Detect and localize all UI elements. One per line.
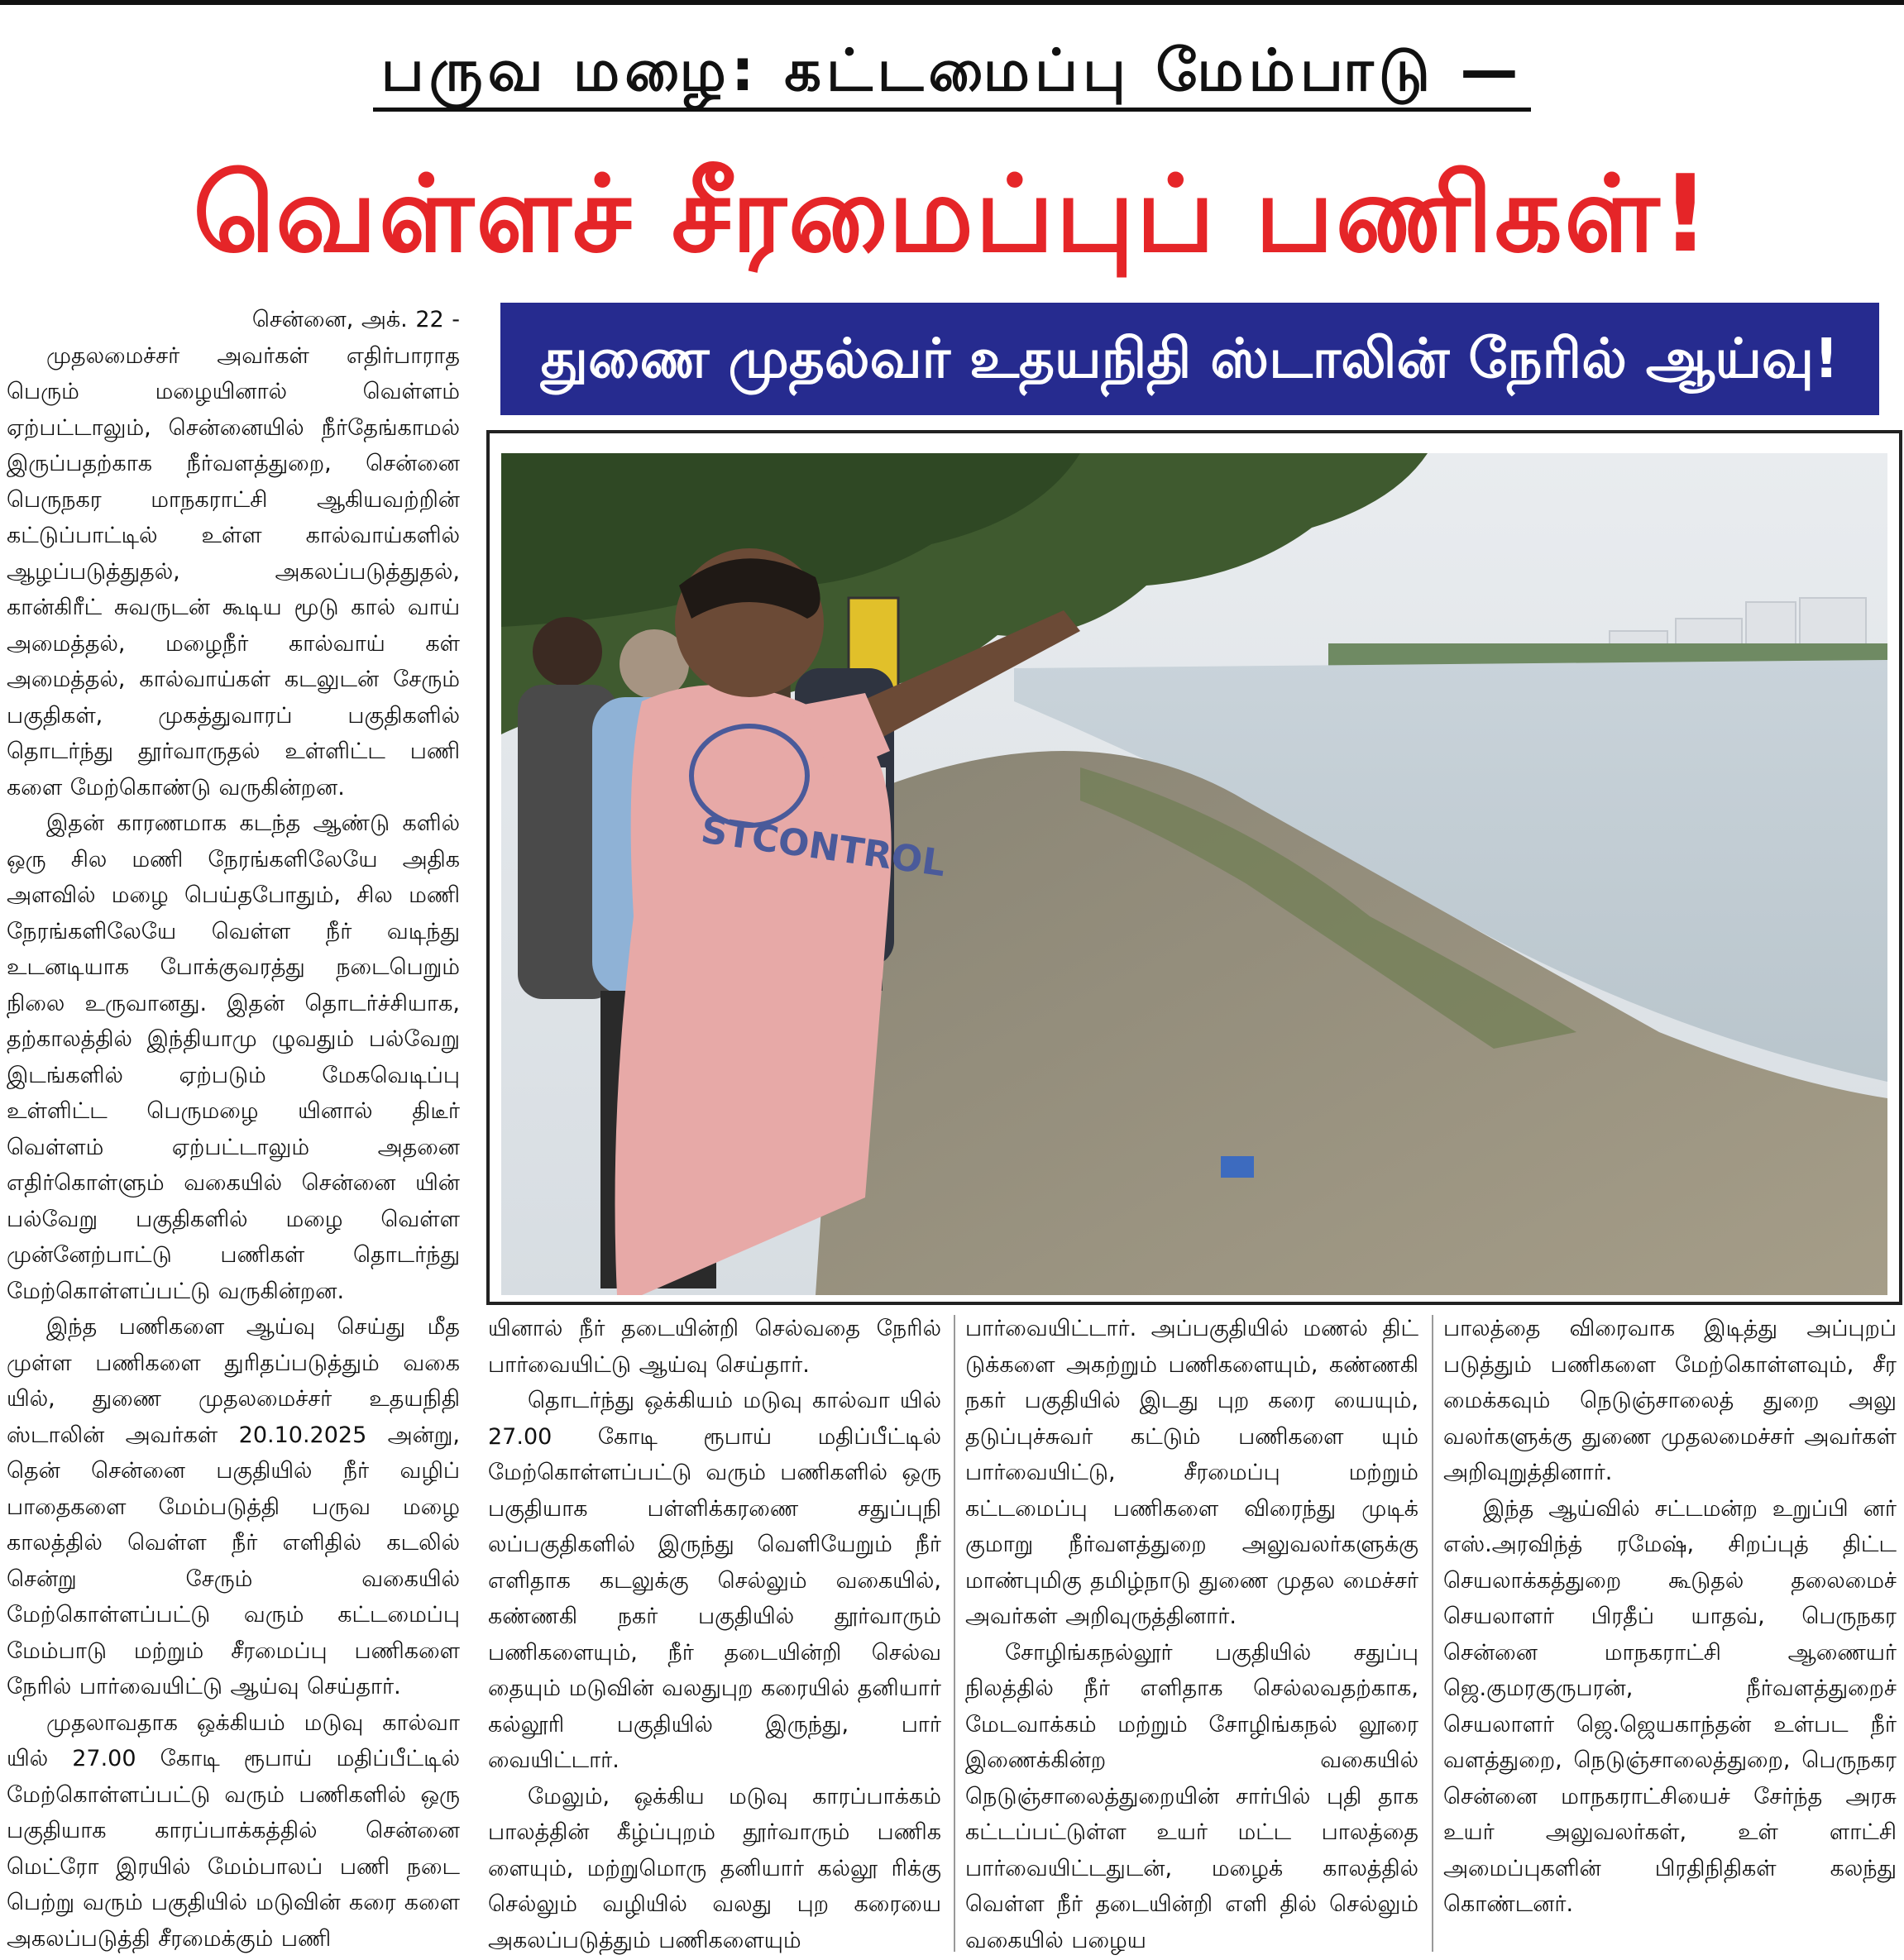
- news-photo: [501, 453, 1887, 1295]
- paragraph: இதன் காரணமாக கடந்த ஆண்டு களில் ஒரு சில மணி நேரங்களிலேயே அதிக அளவில் மழை பெய்தபோதும், சில மணி நேரங்களிலேயே வெள்ள நீர் வடிந்து உடனடியாக போக்குவரத்து நடைபெறும் நிலை உருவானது. இதன் தொடர்ச்சியாக, தற்காலத்தில் இந்தியாமு ழுவதும் பல்வேறு இடங்களில் ஏற்படும் மேகவெடிப்பு உள்ளிட்ட பெருமழை யினால் திடீர் வெள்ளம் ஏற்பட்டாலும் அதனை எதிர்கொள்ளும் வகையில் சென்னை யின் பல்வேறு பகுதிகளில் மழை வெள்ள முன்னேற்பாட்டு பணிகள் தொடர்ந்து மேற்கொள்ளப்பட்டு வருகின்றன.: [7, 810, 460, 1304]
- article-column-4: [1443, 1311, 1897, 1923]
- paragraph: முதலாவதாக ஒக்கியம் மடுவு கால்வா யில் 27.00 கோடி ரூபாய் மதிப்பீட்டில் மேற்கொள்ளப்பட்டு வரும் பணிகளில் ஒரு பகுதியாக காரப்பாக்கத்தில் சென்னை மெட்ரோ இரயில் மேம்பாலப் பணி நடை பெற்று வரும் பகுதியில் மடுவின் கரை களை அகலப்படுத்தி சீரமைக்கும் பணி: [7, 1709, 460, 1952]
- paragraph: இந்த ஆய்வில் சட்டமன்ற உறுப்பி னர் எஸ்.அரவிந்த் ரமேஷ், சிறப்புத் திட்ட செயலாக்கத்துறை கூடுதல் தலைமைச் செயலாளர் பிரதீப் யாதவ், பெருநகர சென்னை மாநகராட்சி ஆணையர் ஜெ.குமரகுருபரன், நீர்வளத்துறைச் செயலாளர் ஜெ.ஜெயகாந்தன் உள்பட நீர் வளத்துறை, நெடுஞ்சாலைத்துறை, பெருநகர சென்னை மாநகராட்சியைச் சேர்ந்த அரசு உயர் அலுவலர்கள், உள் ளாட்சி அமைப்புகளின் பிரதிநிதிகள் கலந்து கொண்டனர்.: [1443, 1495, 1897, 1917]
- main-headline: வெள்ளச் சீரமைப்புப் பணிகள்!: [193, 153, 1711, 276]
- column-divider: [954, 1315, 955, 1952]
- article-column-1: [7, 302, 460, 1957]
- blue-debris: [1221, 1156, 1254, 1178]
- dateline: சென்னை, அக். 22 -: [251, 307, 460, 332]
- tshirt-print: STCONTROL: [698, 809, 949, 886]
- kicker-text: பருவ மழை: கட்டமைப்பு மேம்பாடு —: [373, 36, 1532, 112]
- paragraph: முதலமைச்சர் அவர்கள் எதிர்பாராத பெரும் மழையினால் வெள்ளம் ஏற்பட்டாலும், சென்னையில் நீர்தேங்காமல் இருப்பதற்காக நீர்வளத்துறை, சென்னை பெருநகர மாநகராட்சி ஆகியவற்றின் கட்டுப்பாட்டில் உள்ள கால்வாய்களில் ஆழப்படுத்துதல், அகலப்படுத்துதல், கான்கிரீட் சுவருடன் கூடிய மூடு கால் வாய் அமைத்தல், மழைநீர் கால்வாய் கள் அமைத்தல், கால்வாய்கள் கடலுடன் சேரும் பகுதிகள், முகத்துவாரப் பகுதிகளில் தொடர்ந்து தூர்வாருதல் உள்ளிட்ட பணி களை மேற்கொண்டு வருகின்றன.: [7, 342, 460, 801]
- photo-frame: [486, 430, 1902, 1305]
- column-divider: [1432, 1315, 1433, 1952]
- subheadline-banner: துணை முதல்வர் உதயநிதி ஸ்டாலின் நேரில் ஆய்வு!: [500, 303, 1879, 415]
- article-column-2: [488, 1311, 941, 1958]
- top-rule: [0, 0, 1904, 5]
- paragraph: யினால் நீர் தடையின்றி செல்வதை நேரில் பார்வையிட்டு ஆய்வு செய்தார்.: [488, 1316, 941, 1378]
- paragraph: மேலும், ஒக்கிய மடுவு காரப்பாக்கம் பாலத்தின் கீழ்ப்புறம் தூர்வாரும் பணிக ளையும், மற்றுமொரு தனியார் கல்லூ ரிக்கு செல்லும் வழியில் வலது புற கரையை அகலப்படுத்தும் பணிகளையும்: [488, 1783, 941, 1953]
- kicker-heading: [0, 25, 1904, 116]
- paragraph: சோழிங்கநல்லூர் பகுதியில் சதுப்பு நிலத்தில் நீர் எளிதாக செல்லவதற்காக, மேடவாக்கம் மற்றும் சோழிங்கநல் லூரை இணைக்கின்ற வகையில் நெடுஞ்சாலைத்துறையின் சார்பில் புதி தாக கட்டப்பட்டுள்ள உயர் மட்ட பாலத்தை பார்வையிட்டதுடன், மழைக் காலத்தில் வெள்ள நீர் தடையின்றி எளி தில் செல்லும் வகையில் பழைய: [965, 1639, 1418, 1953]
- paragraph: இந்த பணிகளை ஆய்வு செய்து மீத முள்ள பணிகளை துரிதப்படுத்தும் வகை யில், துணை முதலமைச்சர் உதயநிதி ஸ்டாலின் அவர்கள் 20.10.2025 அன்று, தென் சென்னை பகுதியில் நீர் வழிப் பாதைகளை மேம்படுத்தி பருவ மழை காலத்தில் வெள்ள நீர் எளிதில் கடலில் சென்று சேரும் வகையில் மேற்கொள்ளப்பட்டு வரும் கட்டமைப்பு மேம்பாடு மற்றும் சீரமைப்பு பணிகளை நேரில் பார்வையிட்டு ஆய்வு செய்தார்.: [7, 1314, 460, 1699]
- paragraph: தொடர்ந்து ஒக்கியம் மடுவு கால்வா யில் 27.00 கோடி ரூபாய் மதிப்பீட்டில் மேற்கொள்ளப்பட்டு வரும் பணிகளில் ஒரு பகுதியாக பள்ளிக்கரணை சதுப்புநி லப்பகுதிகளில் இருந்து வெளியேறும் நீர் எளிதாக கடலுக்கு செல்லும் வகையில், கண்ணகி நகர் பகுதியில் தூர்வாரும் பணிகளையும், நீர் தடையின்றி செல்வ தையும் மடுவின் வலதுபுற கரையில் தனியார் கல்லூரி பகுதியில் இருந்து, பார் வையிட்டார்.: [488, 1388, 941, 1773]
- article-column-3: [965, 1311, 1418, 1958]
- paragraph: பாலத்தை விரைவாக இடித்து அப்புறப் படுத்தும் பணிகளை மேற்கொள்ளவும், சீர மைக்கவும் நெடுஞ்சாலைத் துறை அலு வலர்களுக்கு துணை முதலமைச்சர் அவர்கள் அறிவுறுத்தினார்.: [1443, 1316, 1897, 1485]
- paragraph: பார்வையிட்டார். அப்பகுதியில் மணல் திட் டுக்களை அகற்றும் பணிகளையும், கண்ணகி நகர் பகுதியில் இடது புற கரை யையும், தடுப்புச்சுவர் கட்டும் பணிகளை யும் பார்வையிட்டு, சீரமைப்பு மற்றும் கட்டமைப்பு பணிகளை விரைந்து முடிக் குமாறு நீர்வளத்துறை அலுவலர்களுக்கு மாண்புமிகு தமிழ்நாடு துணை முதல மைச்சர் அவர்கள் அறிவுருத்தினார்.: [965, 1316, 1418, 1629]
